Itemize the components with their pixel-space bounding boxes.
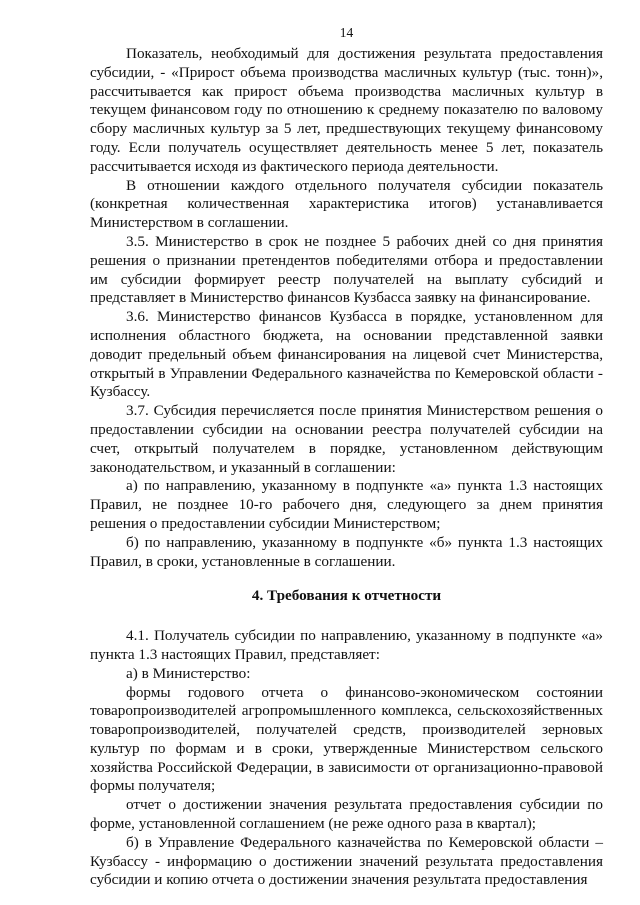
paragraph-4-1-a: а) в Министерство:: [126, 664, 251, 682]
paragraph-4-1-b: б) в Управление Федерального казначейства по Кемеровской области – Кузбассу - информацию о достижении значений результата предоставления субсидии и копию отчета о достижении значения результата предоставления: [90, 833, 603, 889]
paragraph-annual-report-forms: формы годового отчета о финансово-экономическом состоянии товаропроизводителей агропромышленного комплекса, сельскохозяйственных товаропроизводителей, получателей средств, производителей зерновых культур по формам и в сроки, утвержденные Министерством сельского хозяйства Российской Федерации, в зависимости от организационно-правовой формы получателя;: [90, 683, 603, 795]
paragraph-3-7-b: б) по направлению, указанному в подпункте «б» пункта 1.3 настоящих Правил, в сроки, установленные в соглашении.: [90, 533, 603, 570]
paragraph-indicator-agreement: В отношении каждого отдельного получателя субсидии показатель (конкретная количественная характеристика итогов) устанавливается Министерством в соглашении.: [90, 176, 603, 232]
paragraph-3-7-a: а) по направлению, указанному в подпункте «а» пункта 1.3 настоящих Правил, не позднее 10-го рабочего дня, следующего за днем принятия решения о предоставлении субсидии Министерством;: [90, 477, 603, 532]
paragraph-3-7: 3.7. Субсидия перечисляется после принятия Министерством решения о предоставлении субсидии на основании реестра получателей субсидии на счет, открытый получателем в порядке, установленном действующим законодательством, и указанный в соглашении:: [90, 402, 603, 476]
page-number: 14: [339, 25, 354, 40]
paragraph-3-5: 3.5. Министерство в срок не позднее 5 рабочих дней со дня принятия решения о признании претендентов победителями отбора и предоставлении им субсидии формирует реестр получателей на выплату субсидий и представляет в Министерство финансов Кузбасса заявку на финансирование.: [90, 232, 603, 307]
paragraph-4-1: 4.1. Получатель субсидии по направлению, указанному в подпункте «а» пункта 1.3 настоящих Правил, представляет:: [90, 627, 603, 663]
paragraph-result-indicator: Показатель, необходимый для достижения результата предоставления субсидии, - «Прирост объема производства масличных культур (тыс. тонн)», рассчитывается как прирост объема производства масличных культур в текущем финансовом году по отношению к среднему показателю по валовому сбору масличных культур за 5 лет, предшествующих текущему финансовому году. Если получатель осуществляет деятельность менее 5 лет, показатель рассчитывается исходя из фактического периода деятельности.: [90, 45, 603, 175]
paragraph-result-report: отчет о достижении значения результата предоставления субсидии по форме, установленной соглашением (не реже одного раза в квартал);: [90, 796, 603, 833]
section-heading: 4. Требования к отчетности: [251, 587, 442, 605]
paragraph-3-6: 3.6. Министерство финансов Кузбасса в порядке, установленном для исполнения областного бюджета, на основании представленной заявки доводит предельный объем финансирования на лицевой счет Министерства, открытый в Управлении Федерального казначейства по Кемеровской области - Кузбассу.: [90, 308, 603, 401]
